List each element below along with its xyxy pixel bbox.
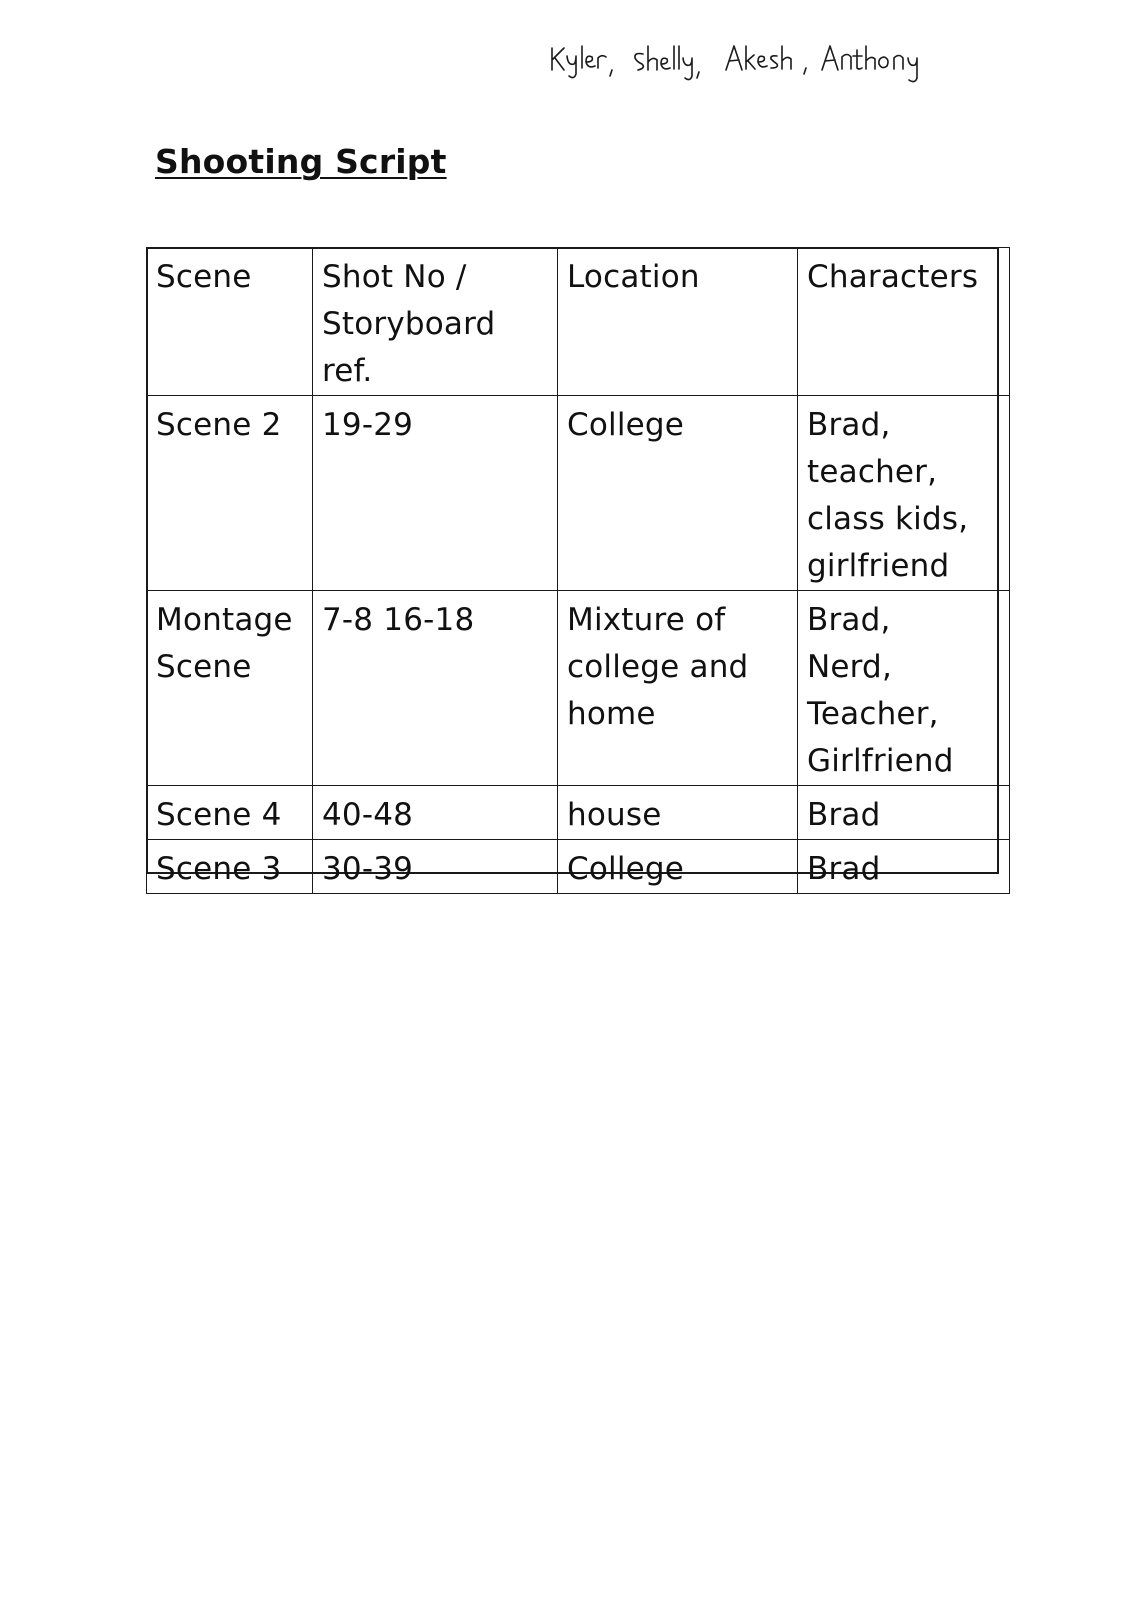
cell-scene: Montage Scene	[147, 591, 313, 786]
table-row	[147, 786, 1010, 840]
document-title: Shooting Script	[155, 142, 447, 181]
cell-characters: Brad	[798, 786, 1010, 840]
cell-characters: Brad, Nerd, Teacher, Girlfriend	[798, 591, 1010, 786]
cell-location: Mixture of college and home	[558, 591, 798, 786]
cell-location: College	[558, 840, 798, 894]
cell-scene: Scene 3	[147, 840, 313, 894]
cell-characters: Brad	[798, 840, 1010, 894]
cell-location: College	[558, 396, 798, 591]
header-characters: Characters	[798, 248, 1010, 396]
cell-shot: 19-29	[313, 396, 558, 591]
cell-shot: 30-39	[313, 840, 558, 894]
cell-shot: 7-8 16-18	[313, 591, 558, 786]
cell-scene: Scene 4	[147, 786, 313, 840]
shooting-script-table	[146, 247, 1010, 894]
table-row	[147, 840, 1010, 894]
cell-characters: Brad, teacher, class kids, girlfriend	[798, 396, 1010, 591]
header-scene: Scene	[147, 248, 313, 396]
handwritten-names-signature	[548, 40, 948, 90]
cell-location: house	[558, 786, 798, 840]
table-row	[147, 396, 1010, 591]
table-row	[147, 591, 1010, 786]
cell-scene: Scene 2	[147, 396, 313, 591]
header-shot-number: Shot No / Storyboard ref.	[313, 248, 558, 396]
cell-shot: 40-48	[313, 786, 558, 840]
header-location: Location	[558, 248, 798, 396]
table-header-row	[147, 248, 1010, 396]
